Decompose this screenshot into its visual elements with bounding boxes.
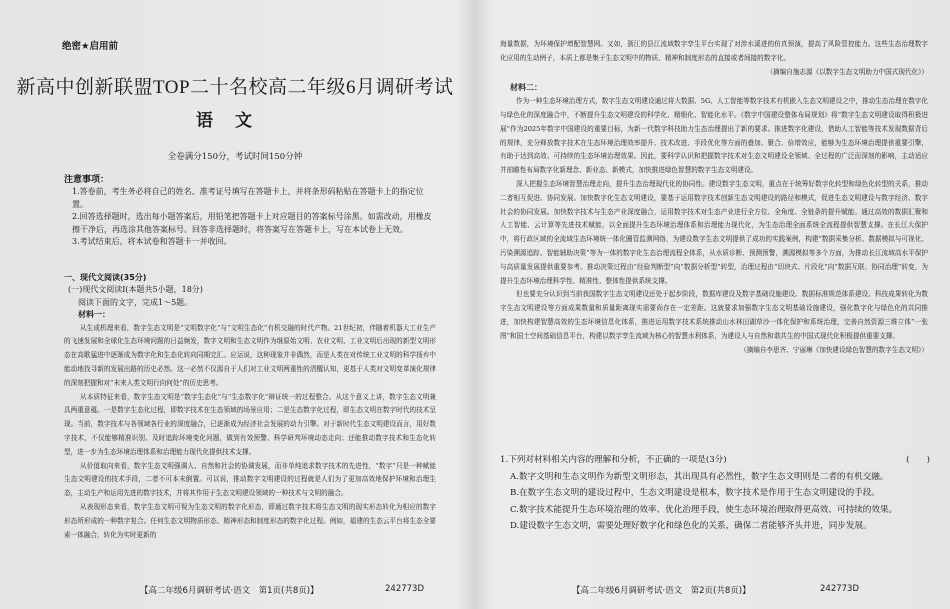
paragraph: 从价值取向来看，数字生态文明强调人、自然和社会的协调发展，而非单纯追求数字技术的先进性，“数字”只是一种赋能生态文明建设的技术手段，二者不可本末倒置。可以说，推动数字文明建设的过程就是人们为了更加高效地保护环境和治理生态，主动生产和运用先进的数字技术，并将其作用于生态文明建设领域的一种技术与文明的融合。 bbox=[64, 461, 436, 498]
paragraph: 从生成机理来看，数字生态文明是“文明数字化”与“文明生态化”有机交融的时代产物。21世纪初，伴随着机器大工业生产的飞速发展和全球化生态环境问题的日益频发，数字文明和生态文明作为继原始文明、农业文明、工业文明后出现的新型文明形态在高歌猛进中逐渐成为数字化和生态化转向同期完汇。应运说，这种现象并非偶然，而是人类在对传统工业文明的科学扬弃中能动地找寻新的发展出路的历史必然。这一必然不仅源自于人们对工业文明两重性的清醒认知，更基于人类对文明变革演化规律的深刻把握和对“未来人类文明行向何处”的历史思考。 bbox=[64, 323, 436, 387]
secret-label: 绝密★启用前 bbox=[62, 41, 119, 52]
material-one-title: 材料一： bbox=[78, 310, 110, 320]
section-block bbox=[64, 272, 436, 542]
subsection-title: (一)现代文阅读Ⅰ(本题共5小题，18分) bbox=[68, 285, 203, 295]
paragraph: 但也要充分认识到当前我国数字生态文明建设还处于起步阶段，数据库建设及数字基础设施建设、数据标准规范体系建设、科技成果转化为数字生态文明建设等方面成果数量和质量距离现实需要尚存在一定差距。这就要求加强数字生态文明基础设施建设，强化数字化与绿色化的共同推进，加快构建智慧高效的生态环境信息化体系，推进运用数字技术系统推动山水林田湖草沙一体化保护和系统治理，完善自然资源三维立体“一张图”和国土空间基础信息平台，构建以数字孪生流域为核心的智慧水利体系，为建设人与自然和谐共生的中国式现代化积极提供重要支撑。 bbox=[500, 290, 928, 340]
paragraph: 海量数据，为环境保护增配智慧网。又如，浙江的县江流域数字孪生平台实现了对涉水溪进的仿真预演，提高了风险管控能力。这些生态治理数字化应用的生动例子，本质上都是集于生态文明中的物质、精神和制度形态的直接或者间接的数字化。 bbox=[500, 40, 928, 62]
subject-title: 语文 bbox=[196, 111, 274, 131]
paragraph: 从表现形态来看，数字生态文明可视为生态文明的数字化形态，即通过数字技术将生态文明的现实形态转化为相应的数字形态所形成的一种数字复合。任何生态文明物质形态、精神形态和制度形态的数字化过程。例如，福建的生态云平台将生态全要素一体融合，转化为实时更新的 bbox=[64, 502, 436, 539]
question-1 bbox=[500, 452, 930, 535]
material-two-block bbox=[500, 38, 928, 357]
footer-page-label: 【高二年级6月调研考试·语文 第2页(共8页)】 bbox=[572, 586, 751, 596]
note-item: 2.回答选择题时，选出每小题答案后，用铅笔把答题卡上对应题目的答案标号涂黑。如需改动，用橡皮擦干净后，再选涂其他答案标号。回答非选择题时，将答案写在答题卡上，写在本试卷上无效。 bbox=[72, 212, 432, 234]
exam-title: 新高中创新联盟TOP二十名校高二年级6月调研考试 bbox=[16, 77, 454, 98]
paragraph: 从本质特征来看，数字生态文明是“数字生态化”与“生态数字化”辩证统一的过程整合。从这个意义上讲，数字生态文明兼具两重意蕴。一是数字生态化过程，即数字技术在生态领域的场景应用；二是生态数字化过程，即生态文明在数字时代的技术呈现。当前，数字技术与各领域各行业的深度融合，已逐渐成为经济社会发展的动力引擎。对于新时代生态文明建设而言，用好数字技术，不仅能够精准识别、及时追踪环境变化问题，做到有效预警、科学研判环境动态走向；还能推动数字技术和生态化转型，进一步为生态环境治理体系和治理能力现代化提供技术支撑。 bbox=[64, 392, 436, 456]
page-1 bbox=[0, 0, 470, 609]
question-text: 1.下列对材料相关内容的理解和分析，不正确的一项是(3分) bbox=[500, 455, 727, 465]
material-two-title: 材料二： bbox=[510, 83, 542, 93]
option-b: B.在数字生态文明的建设过程中，生态文明建设是根本，数字技术是作用于生态文明建设的手段。 bbox=[510, 488, 880, 499]
answer-paren: ( ) bbox=[906, 455, 930, 465]
footer-code: 242773D bbox=[385, 584, 424, 594]
exam-meta: 全卷满分150分，考试时间150分钟 bbox=[167, 152, 303, 162]
option-a: A.数字文明和生态文明作为新型文明形态，其出现具有必然性，数字生态文明则是二者的有机交融。 bbox=[510, 471, 889, 482]
page-2 bbox=[480, 0, 950, 609]
option-d: D.建设数字生态文明，需要处理好数字化和绿色化的关系，确保二者能够齐头并进，同步发展。 bbox=[510, 521, 872, 532]
option-c: C.数字技术能提升生态环境治理的效率、优化治理手段，使生态环境治理取得更高效、可持续的效果。 bbox=[510, 504, 898, 515]
notes-heading: 注意事项： bbox=[64, 175, 110, 185]
question-stem bbox=[500, 452, 930, 469]
source-citation: （摘编自施志源《以数字生态文明助力中国式现代化》） bbox=[766, 67, 928, 76]
footer-page-label: 【高二年级6月调研考试·语文 第1页(共8页)】 bbox=[140, 586, 319, 596]
reading-instruction: 阅读下面的文字，完成1～5题。 bbox=[78, 297, 193, 307]
paragraph: 深入把握生态环境智慧治理走向，提升生态治理现代化的协同性。建设数字生态文明，重点在于统筹好数字化转型和绿色化转型的关系，推动二者相互促进、协同发展。加快数字化生态文明建设，要基于运用数字技术创新生态文明建设的路径和模式，促进生态文明建设与数字经济、数字社会的协同发展。加快数字技术与生态产业深度融合，运用数字技术对生态产业进行全方位、全角度、全链条的提升赋能。通过高效的数据汇聚和人工智能、云计算等先进技术赋能，以全面提升生态环境治理体系和治理能力现代化，为生态治理全面系统全流程提供智慧支撑。在长江大保护中，将行政区域的全流域生态环境统一体化圈管监测网络，为建设数字生态文明提供了成功的实践案例，构建“数据采集分析、数据模拟与可视化、污染溯源追踪、智能辅助决策”等为一体的数字化生态治理流程全体系，从水质诊断、预测预警，溯源模拟等多个方面，为推动长江流域高水平保护与高质量发展提供重要参考。推动决策过程由“经验判断型”向“数据分析型”转型，治理过程由“切块式、片段化”向“数据互联、协同治理”转变，为提升生态环境治理科学性、精准性、整体性提供系统支撑。 bbox=[500, 179, 928, 285]
note-item: 1.答卷前，考生务必将自己的姓名、准考证号填写在答题卡上，并将条形码粘贴在答题卡上的指定位置。 bbox=[72, 187, 424, 209]
footer-code: 242773D bbox=[820, 584, 859, 594]
note-item: 3.考试结束后，将本试卷和答题卡一并收回。 bbox=[72, 237, 232, 247]
section-title: 一、现代文阅读(35分) bbox=[64, 273, 147, 282]
paragraph: 作为一种生态环境治理方式，数字生态文明建设通过将大数据、5G、人工智能等数字技术有机嵌入生态文明建设之中，推动生态治理在数字化与绿色化的深度融合中，不断提升生态文明建设的科学化、精细化、智能化水平。《数字中国建设整体布局规划》将“数字生态文明建设取得积极进展”作为2025年数字中国建设的重要目标，为新一代数字科技助力生态治理提出了新的要求。推进数字化建设，借助人工智能等技术发现数据背后的规律，充分释放数字技术在生态环境治理效率提升、技术改进、手段优化等方面的叠加、聚合、倍增效应，能够为生态环境治理提供重要引擎，有助于达到高效、可持续的生态环境治理效果。因此，要科学认识和把握数字技术对生态文明建设全领域、全过程的广泛而深刻的影响，主动适应并前瞻性布局数字化新理念、新业态、新模式，加快推进绿色智慧的数字生态文明建设。 bbox=[500, 97, 928, 175]
notes-block bbox=[64, 174, 434, 248]
source-citation: （摘编自李思齐、宁丽琳《加快建设绿色智慧的数字生态文明》） bbox=[740, 345, 928, 354]
